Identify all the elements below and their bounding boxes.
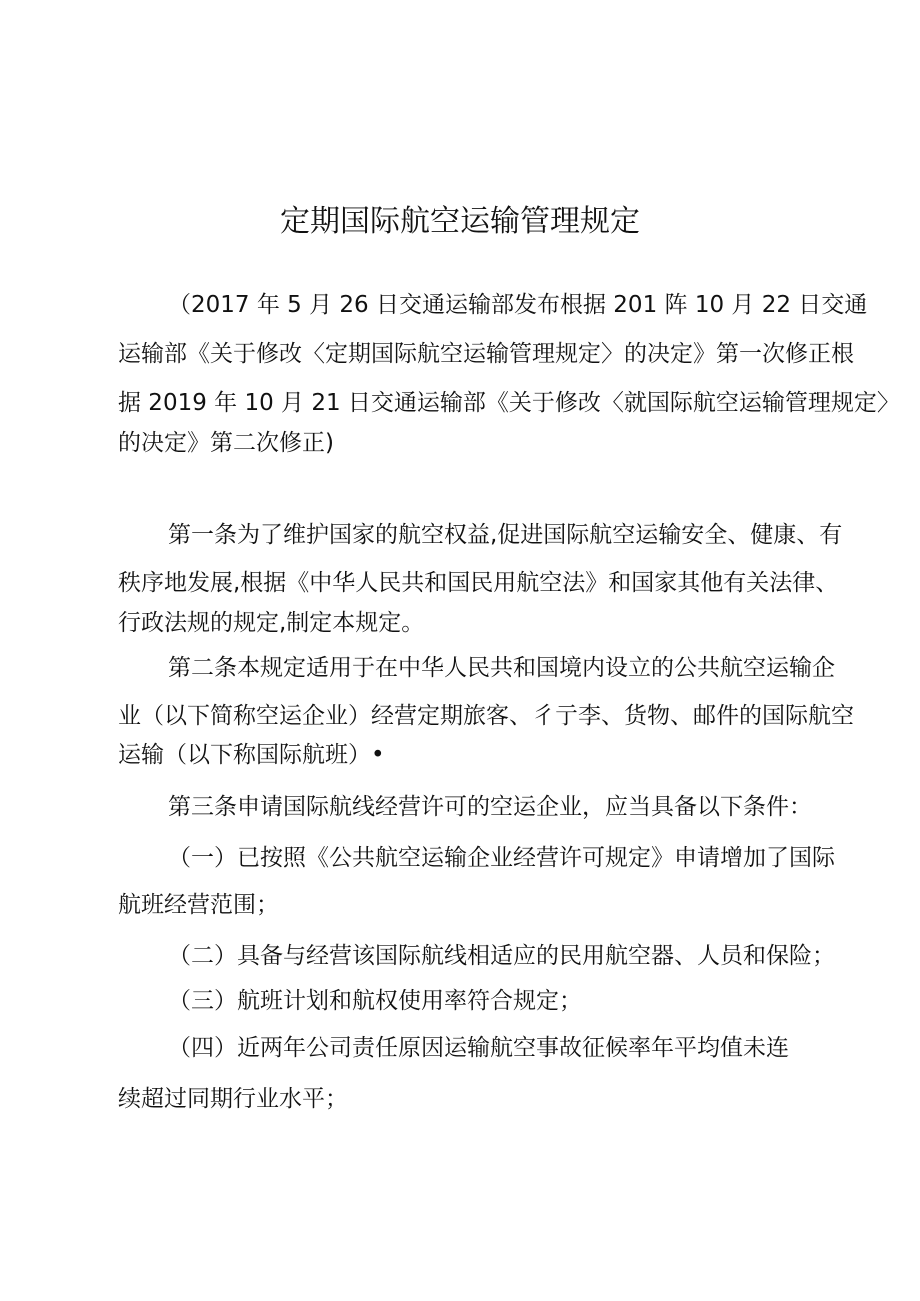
condition4-line-2: 续超过同期行业水平； [118, 1086, 348, 1112]
article1-line-2: 秩序地发展,根据《中华人民共和国民用航空法》和国家其他有关法律、 [118, 570, 839, 596]
article3-intro: 第三条申请国际航线经营许可的空运企业，应当具备以下条件： [168, 794, 812, 820]
preamble-line-4: 的决定》第二次修正) [118, 430, 334, 456]
condition2: （二）具备与经营该国际航线相适应的民用航空器、人员和保险； [168, 943, 835, 969]
condition1-line-2: 航班经营范围； [118, 892, 279, 918]
article1-line-1: 第一条为了维护国家的航空权益,促进国际航空运输安全、健康、有 [168, 522, 843, 548]
article2-line-1: 第二条本规定适用于在中华人民共和国境内设立的公共航空运输企 [168, 655, 835, 681]
article1-line-3: 行政法规的规定,制定本规定。 [118, 610, 425, 636]
preamble-line-3: 据 2019 年 10 月 21 日交通运输部《关于修改〈就国际航空运输管理规定〉 [118, 390, 900, 416]
article2-line-2: 业（以下简称空运企业）经营定期旅客、彳亍李、货物、邮件的国际航空 [118, 703, 854, 729]
document-title: 定期国际航空运输管理规定 [280, 204, 640, 239]
preamble-line-1: （2017 年 5 月 26 日交通运输部发布根据 201 阵 10 月 22 日交通 [168, 292, 868, 318]
condition3: （三）航班计划和航权使用率符合规定； [168, 988, 582, 1014]
condition4-line-1: （四）近两年公司责任原因运输航空事故征候率年平均值未连 [168, 1035, 789, 1061]
condition1-line-1: （一）已按照《公共航空运输企业经营许可规定》申请增加了国际 [168, 845, 835, 871]
preamble-line-2: 运输部《关于修改〈定期国际航空运输管理规定〉的决定》第一次修正根 [118, 341, 854, 367]
article2-line-3: 运输（以下称国际航班）• [118, 742, 385, 768]
